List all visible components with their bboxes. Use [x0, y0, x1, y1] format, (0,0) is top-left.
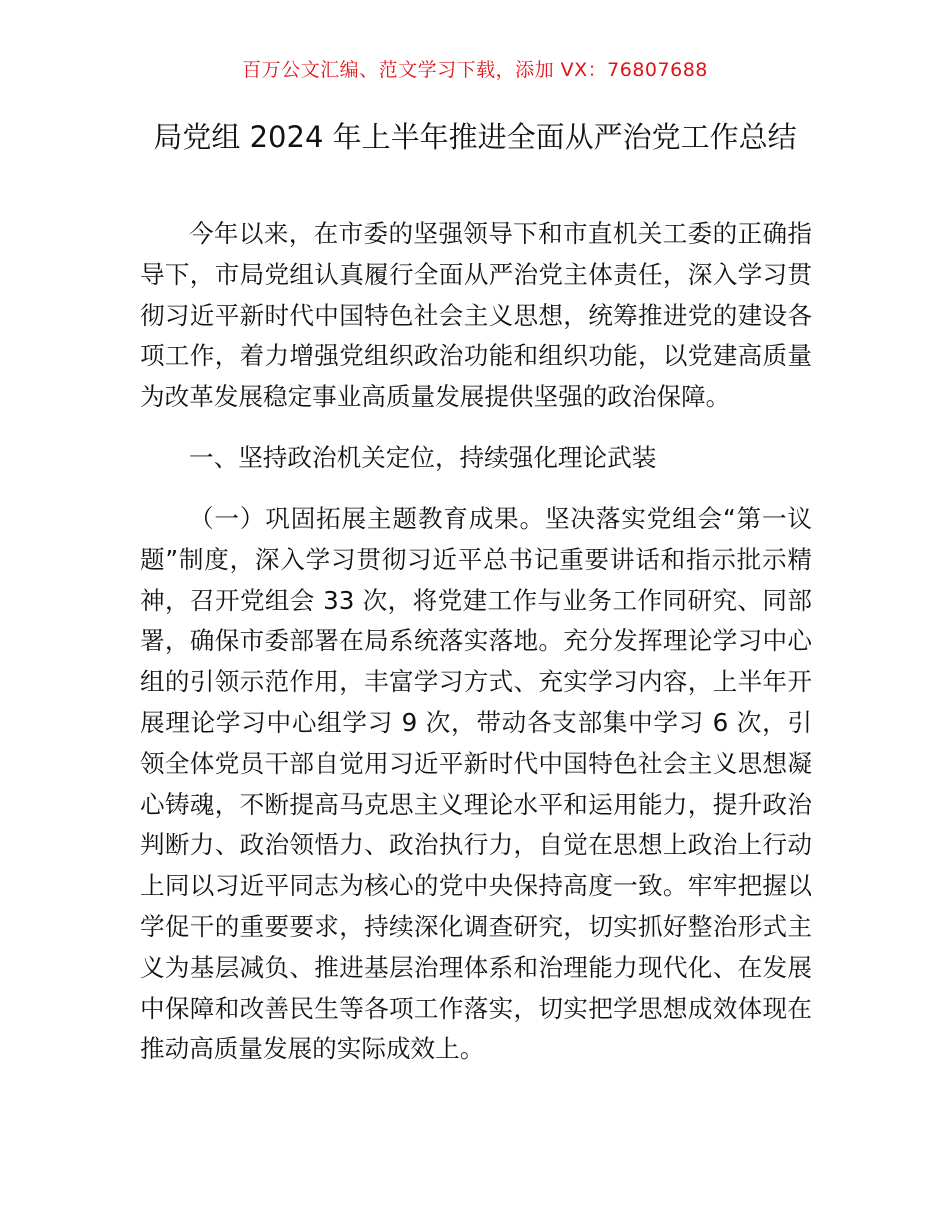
paragraph-subsection-1: （一）巩固拓展主题教育成果。坚决落实党组会“第一议题”制度，深入学习贯彻习近平总书记重要讲话和指示批示精神，召开党组会 33 次，将党建工作与业务工作同研究、同部署，确保市委部署在局系统落实落地。充分发挥理论学习中心组的引领示范作用，丰富学习方式、充实学习内容，上半年开展理论学习中心组学习 9 次，带动各支部集中学习 6 次，引领全体党员干部自觉用习近平新时代中国特色社会主义思想凝心铸魂，不断提高马克思主义理论水平和运用能力，提升政治判断力、政治领悟力、政治执行力，自觉在思想上政治上行动上同以习近平同志为核心的党中央保持高度一致。牢牢把握以学促干的重要要求，持续深化调查研究，切实抓好整治形式主义为基层减负、推进基层治理体系和治理能力现代化、在发展中保障和改善民生等各项工作落实，切实把学思想成效体现在推动高质量发展的实际成效上。: [140, 504, 812, 1064]
section-heading: 一、坚持政治机关定位，持续强化理论武装: [189, 443, 657, 472]
document-title: 局党组 2024 年上半年推进全面从严治党工作总结: [153, 120, 797, 154]
paragraph-intro: 今年以来，在市委的坚强领导下和市直机关工委的正确指导下，市局党组认真履行全面从严治党主体责任，深入学习贯彻习近平新时代中国特色社会主义思想，统筹推进党的建设各项工作，着力增强党组织政治功能和组织功能，以党建高质量为改革发展稳定事业高质量发展提供坚强的政治保障。: [140, 219, 812, 412]
header-watermark-note: 百万公文汇编、范文学习下载，添加 VX：76807688: [242, 59, 708, 81]
